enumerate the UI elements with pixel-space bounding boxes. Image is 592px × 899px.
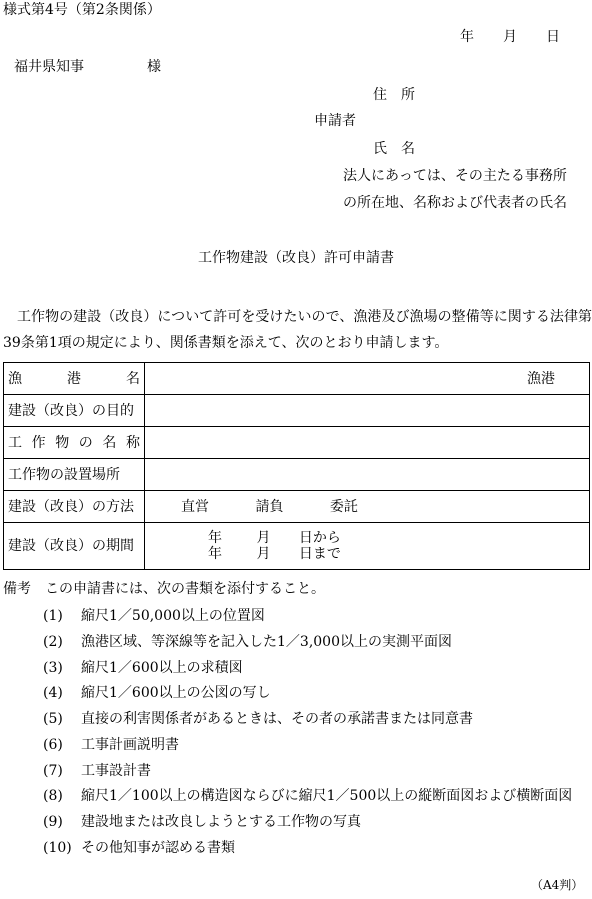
table-row-structure-name: [4, 427, 590, 459]
port-value[interactable]: 漁港: [145, 363, 590, 395]
method-commission[interactable]: 委託: [329, 498, 358, 515]
method-direct[interactable]: 直営: [181, 498, 209, 515]
address-label: 住 所: [373, 87, 415, 103]
item-text: 工事設計書: [81, 763, 151, 779]
item-text: 縮尺1／50,000以上の位置図: [81, 608, 265, 624]
list-item: [43, 815, 361, 829]
structure-name-label: [4, 427, 145, 459]
list-item: [43, 712, 473, 726]
remarks-intro: この申請書には、次の書類を添付すること。: [45, 581, 325, 597]
item-text: 直接の利害関係者があるときは、その者の承諾書または同意書: [81, 711, 473, 727]
honorific: 様: [147, 59, 161, 75]
list-item: [43, 635, 452, 649]
item-number: (8): [43, 788, 63, 804]
port-label-char: 名: [126, 370, 140, 387]
method-options: [145, 491, 590, 523]
item-number: (1): [43, 608, 63, 624]
form-number: 様式第4号（第2条関係）: [3, 2, 161, 18]
table-row-period: [4, 523, 590, 570]
table-row-method: [4, 491, 590, 523]
item-text: 縮尺1／100以上の構造図ならびに縮尺1／500以上の縦断面図および横断面図: [81, 788, 573, 804]
period-to-month: 月: [256, 546, 271, 562]
corporate-note-line1: 法人にあっては、その主たる事務所: [343, 168, 567, 184]
body-paragraph: 工作物の建設（改良）について許可を受けたいので、漁港及び漁場の整備等に関する法律第39条第1項の規定により、関係書類を添えて、次のとおり申請します。: [3, 309, 592, 351]
paper-size: （A4判）: [531, 878, 584, 892]
period-value[interactable]: [145, 523, 590, 570]
port-label: [4, 363, 145, 395]
table-row-purpose: [4, 395, 590, 427]
port-label-char: 漁: [8, 370, 22, 387]
list-item: [43, 764, 151, 778]
period-label: 建設（改良）の期間: [4, 523, 145, 570]
item-text: 縮尺1／600以上の公図の写し: [81, 685, 271, 701]
date-year: 年: [460, 29, 474, 45]
purpose-label: 建設（改良）の目的: [4, 395, 145, 427]
item-number: (3): [43, 660, 63, 676]
item-text: 縮尺1／600以上の求積図: [81, 660, 243, 676]
applicant-label: 申請者: [314, 113, 356, 129]
location-value[interactable]: [145, 459, 590, 491]
list-item: [43, 789, 572, 803]
addressee: 福井県知事: [14, 59, 84, 75]
period-to-day: 日まで: [298, 546, 341, 562]
list-item: [43, 609, 265, 623]
item-number: (2): [43, 634, 63, 650]
item-text: 漁港区域、等深線等を記入した1／3,000以上の実測平面図: [81, 634, 452, 650]
item-number: (9): [43, 814, 63, 830]
location-label: 工作物の設置場所: [4, 459, 145, 491]
structure-name-char: の: [78, 434, 93, 451]
structure-name-char: 名: [102, 434, 117, 451]
item-number: (4): [43, 685, 63, 701]
item-number: (7): [43, 763, 63, 779]
period-from-year: 年: [208, 530, 222, 546]
method-label: 建設（改良）の方法: [4, 491, 145, 523]
purpose-value[interactable]: [145, 395, 590, 427]
document-title: 工作物建設（改良）許可申請書: [198, 250, 394, 266]
structure-name-char: 工: [8, 434, 22, 451]
structure-name-char: 作: [31, 434, 46, 451]
date-line: [460, 30, 560, 44]
table-row-location: [4, 459, 590, 491]
period-to-year: 年: [208, 546, 222, 562]
structure-name-value[interactable]: [145, 427, 590, 459]
list-item: [43, 738, 179, 752]
application-table: [3, 362, 590, 570]
item-text: その他知事が認める書類: [81, 840, 235, 856]
structure-name-char: 物: [55, 434, 70, 451]
item-number: (6): [43, 737, 63, 753]
period-from-month: 月: [256, 530, 271, 546]
item-text: 工事計画説明書: [81, 737, 179, 753]
corporate-note-line2: の所在地、名称および代表者の氏名: [343, 195, 567, 211]
name-label: 氏 名: [373, 141, 415, 157]
remarks-header: 備考: [3, 581, 31, 597]
table-row-port: [4, 363, 590, 395]
date-day: 日: [546, 29, 560, 45]
port-label-char: 港: [67, 370, 81, 387]
date-month: 月: [503, 29, 517, 45]
item-text: 建設地または改良しようとする工作物の写真: [81, 814, 361, 830]
list-item: [43, 661, 243, 675]
period-from: [208, 530, 589, 546]
method-contract[interactable]: 請負: [255, 498, 284, 515]
item-number: (5): [43, 711, 63, 727]
period-from-day: 日から: [298, 530, 341, 546]
item-number: (10): [43, 840, 72, 856]
list-item: [43, 841, 235, 855]
period-to: [208, 546, 589, 562]
list-item: [43, 686, 271, 700]
structure-name-char: 称: [125, 434, 140, 451]
